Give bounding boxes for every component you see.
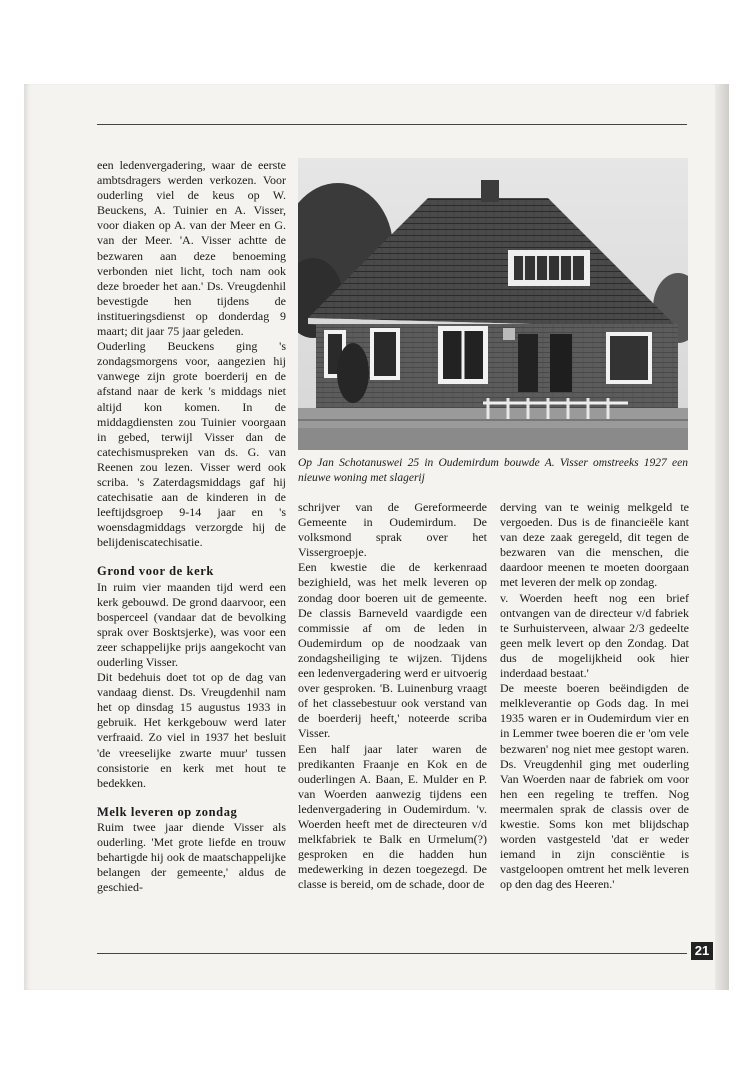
paragraph: Dit bedehuis doet tot op de dag van vandaag dienst. Ds. Vreugdenhil nam het op dinsdag 15 augustus 1933 in gebruik. Het kerkgebouw werd later verfraaid. Zo viel in 1937 het besluit 'de vreeselijke zwarte muur' tussen consistorie en kerk met hout te bedekken. [97,670,286,790]
paragraph: derving van te weinig melkgeld te vergoeden. Dus is de financieële kant van deze zaak geregeld, dit tegen de bezwaren van die menschen, die daardoor meenen te moeten doorgaan met leveren der melk op zondag. [500,500,689,590]
page-edge-shadow [715,84,729,990]
page-number: 21 [691,942,713,960]
house-illustration [298,158,688,450]
column-3 [500,500,689,892]
paragraph: Ouderling Beuckens ging 's zondagsmorgens voor, aangezien hij vanwege zijn grote boerderij en de afstand naar de kerk 's middags niet altijd kon komen. In de middagdiensten zou Tuinier voorgaan in gebed, terwijl Visser dan de catechismuspreken van ds. G. van Reenen zou lezen. Visser werd ook scriba. 's Zaterdagsmiddags gaf hij catechisatie aan de kinderen in de leeftijdsgroep 9-14 jaar en 's woensdagmiddags verzorgde hij de belijdeniscatechisatie. [97,339,286,550]
paragraph: Een kwestie die de kerkenraad bezighield, was het melk leveren op zondag door boeren uit de gemeente. De classis Barneveld vaardigde een commissie af om de leden in Oudemirdum op de noodzaak van zondagsheiliging te wijzen. Tijdens een ledenvergadering werd er uitvoerig over gesproken. 'B. Luinenburg vraagt of het classebestuur ook verstand van de boerderij heeft,' noteerde scriba Visser. [298,560,487,741]
paragraph: In ruim vier maanden tijd werd een kerk gebouwd. De grond daarvoor, een bosperceel (vandaar dat de bevolking sprak over Bosktsjerke), was voor een zeer schappelijke prijs aangekocht van ouderling Visser. [97,579,286,669]
column-1 [97,158,286,895]
house-photo [298,158,688,450]
paragraph: Een half jaar later waren de predikanten Fraanje en Kok en de ouderlingen A. Baan, E. Mulder en P. van Woerden aanwezig tijdens een ledenvergadering in Oudemirdum. 'v. Woerden heeft met de directeuren v/d melkfabriek te Balk en Urmelum(?) gesproken en die hadden hun medewerking in dezen toegezegd. De classe is bereid, om de schade, door de [298,741,487,892]
paragraph: schrijver van de Gereformeerde Gemeente in Oudemirdum. De volksmond sprak over het Vissergroepje. [298,500,487,560]
paragraph: Ruim twee jaar diende Visser als ouderling. 'Met grote liefde en trouw behartigde hij ook de maatschappelijke belangen der gemeente,' aldus de geschied- [97,819,286,895]
paragraph: De meeste boeren beëindigden de melkleverantie op Gods dag. In mei 1935 waren er in Oudemirdum vier en in Lemmer twee boeren die er 'om vele bezwaren' nog niet mee gestopt waren. Ds. Vreugdenhil ging met ouderling Van Woerden naar de fabriek om voor hen een regeling te treffen. Nog meermalen sprak de classis over de kwestie. Soms kon met blijdschap worden vastgesteld 'dat er weder iemand in zijn consciëntie is vastgeloopen omtrent het melk leveren op den dag des Heeren.' [500,681,689,892]
paragraph: v. Woerden heeft nog een brief ontvangen van de directeur v/d fabriek te Surhuisterveen, alwaar 2/3 gedeelte geen melk levert op den Zondag. Dat dus de mogelijkheid ook hier inderdaad bestaat.' [500,590,689,681]
top-rule [97,124,687,125]
column-2 [298,500,487,892]
paragraph: een ledenvergadering, waar de eerste ambtsdragers werden verkozen. Voor ouderling viel de keus op W. Beuckens, A. Tuinier en A. Visser, voor diaken op A. van der Meer en G. van der Meer. 'A. Visser achtte de bezwaren aan deze benoeming verbonden niet licht, toch nam ook deze broeder het aan.' Ds. Vreugdenhil bevestigde hen tijdens de institueringsdienst op donderdag 9 maart; dit jaar 75 jaar geleden. [97,158,286,339]
section-heading-grond: Grond voor de kerk [97,564,214,579]
bottom-rule [97,953,687,954]
photo-caption: Op Jan Schotanuswei 25 in Oudemirdum bouwde A. Visser omstreeks 1927 een nieuwe woning met slagerij [298,457,688,484]
section-heading-melk: Melk leveren op zondag [97,804,238,819]
